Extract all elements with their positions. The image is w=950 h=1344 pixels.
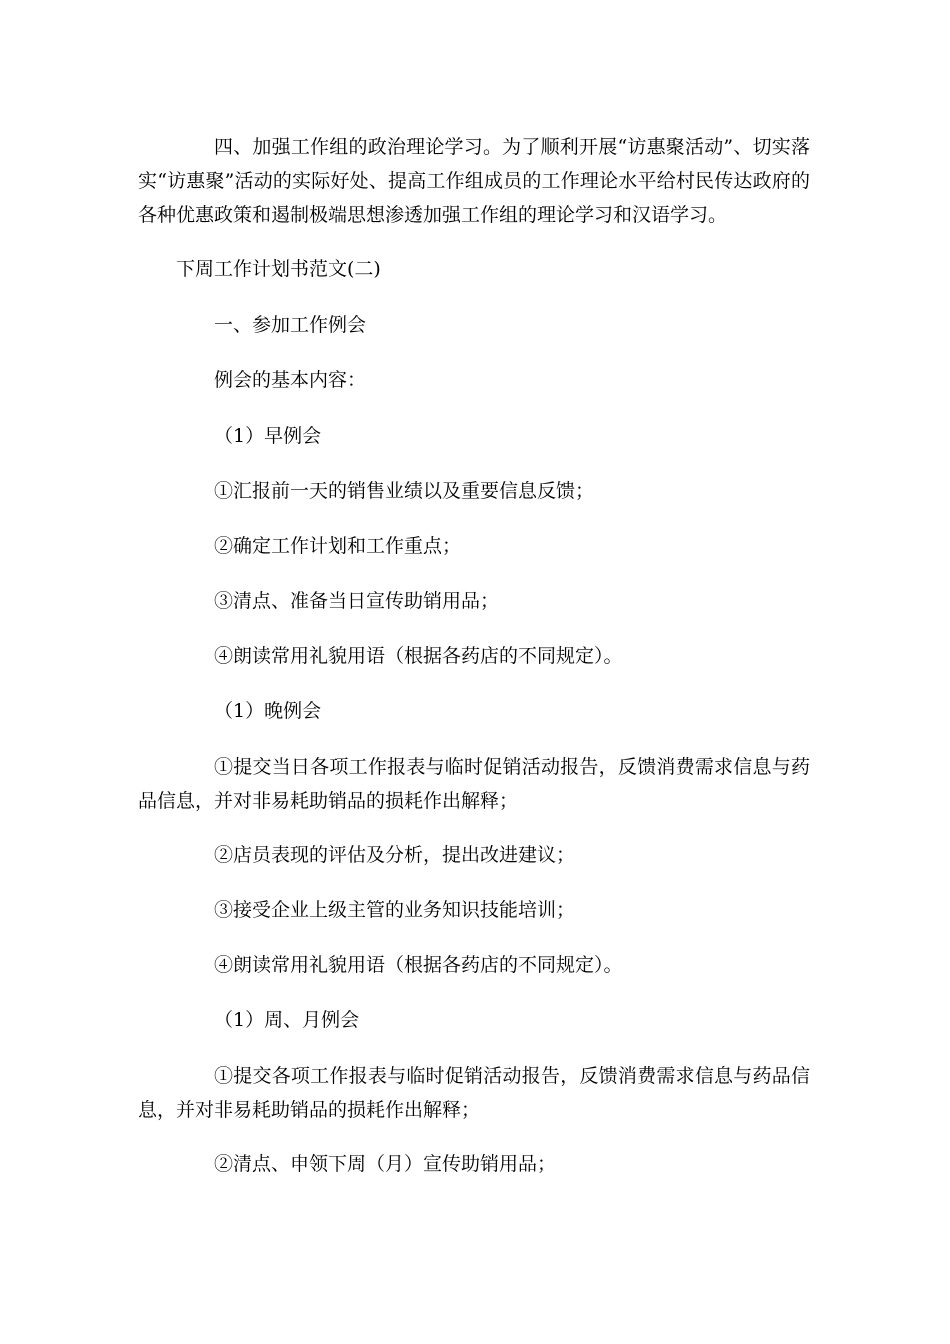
list-item: ③接受企业上级主管的业务知识技能培训； <box>214 899 576 921</box>
list-item: ①提交各项工作报表与临时促销活动报告，反馈消费需求信息与药品信息，并对非易耗助销品的损耗作出解释； <box>138 1065 810 1121</box>
subheading-morning-meeting: （1）早例会 <box>214 425 322 447</box>
list-item: ①汇报前一天的销售业绩以及重要信息反馈； <box>214 480 595 502</box>
paragraph-political-study: 四、加强工作组的政治理论学习。为了顺利开展“访惠聚活动”、切实落实“访惠聚”活动的实际好处、提高工作组成员的工作理论水平给村民传达政府的各种优惠政策和遏制极端思想渗透加强工作组的理论学习和汉语学习。 <box>138 136 810 226</box>
list-item: ②店员表现的评估及分析，提出改进建议； <box>214 844 576 866</box>
list-item: ①提交当日各项工作报表与临时促销活动报告，反馈消费需求信息与药品信息，并对非易耗助销品的损耗作出解释； <box>138 756 810 812</box>
heading-attend-meeting: 一、参加工作例会 <box>214 314 367 336</box>
subheading-weekly-monthly-meeting: （1）周、月例会 <box>214 1009 360 1031</box>
list-item: ③清点、准备当日宣传助销用品； <box>214 590 500 612</box>
subheading-evening-meeting: （1）晚例会 <box>214 700 322 722</box>
list-item: ②确定工作计划和工作重点； <box>214 535 462 557</box>
paragraph-meeting-content: 例会的基本内容： <box>214 369 367 391</box>
list-item: ②清点、申领下周（月）宣传助销用品； <box>214 1153 557 1175</box>
list-item: ④朗读常用礼貌用语（根据各药店的不同规定）。 <box>214 954 623 976</box>
list-item: ④朗读常用礼貌用语（根据各药店的不同规定）。 <box>214 645 623 667</box>
section-title: 下周工作计划书范文(二) <box>176 258 381 280</box>
